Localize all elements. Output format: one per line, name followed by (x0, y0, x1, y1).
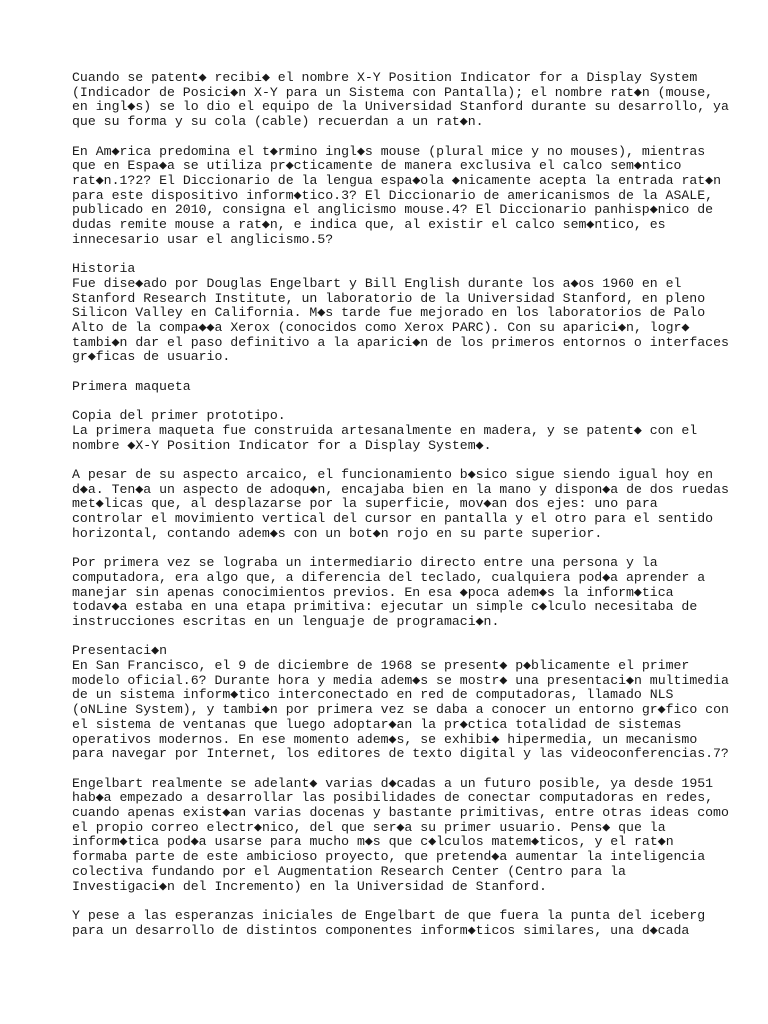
paragraph-history: Historia Fue dise◆ado por Douglas Engelbart y Bill English durante los a◆os 1960 en el Stanford Research Institute, un laboratorio de la Universidad Stanford, en pleno Silicon Valley en California. M◆s tarde fue mejorado en los laboratorios de Palo Alto de la compa◆◆a Xerox (conocidos como Xerox PARC). Con su aparici◆n, logr◆ tambi◆n dar el paso definitivo a la aparici◆n de los primeros entornos o interfaces gr◆ficas de usuario. (72, 261, 729, 365)
document-page (72, 70, 729, 953)
paragraph-intermediary: Por primera vez se lograba un intermediario directo entre una persona y la computadora, era algo que, a diferencia del teclado, cualquiera pod◆a aprender a manejar sin apenas conocimientos previos. En esa ◆poca adem◆s la inform◆tica todav◆a estaba en una etapa primitiva: ejecutar un simple c◆lculo necesitaba de instrucciones escritas en un lenguaje de programaci◆n. (72, 555, 706, 629)
paragraph-iceberg: Y pese a las esperanzas iniciales de Engelbart de que fuera la punta del iceberg para un desarrollo de distintos componentes inform◆ticos similares, una d◆cada (72, 907, 706, 938)
paragraph-engelbart: Engelbart realmente se adelant◆ varias d◆cadas a un futuro posible, ya desde 1951 hab◆a empezado a desarrollar las posibilidades de conectar computadoras en redes, cuando apenas exist◆an varias docenas y bastante primitivas, entre otras ideas como el propio correo electr◆nico, del que ser◆a su primer usuario. Pens◆ que la inform◆tica pod◆a usarse para mucho m◆s que c◆lculos matem◆ticos, y el rat◆n formaba parte de este ambicioso proyecto, que pretend◆a aumentar la inteligencia colectiva fundando por el Augmentation Research Center (Centro para la Investigaci◆n del Incremento) en la Universidad de Stanford. (72, 775, 729, 894)
paragraph-prototype-copy: Copia del primer prototipo. La primera maqueta fue construida artesanalmente en madera, y se patent◆ con el nombre ◆X-Y Position Indicator for a Display System◆. (72, 408, 698, 453)
paragraph-terminology: En Am◆rica predomina el t◆rmino ingl◆s mouse (plural mice y no mouses), mientras que en Espa◆a se utiliza pr◆cticamente de manera exclusiva el calco sem◆ntico rat◆n.1?2? El Diccionario de la lengua espa◆ola ◆nicamente acepta la entrada rat◆n para este dispositivo inform◆tico.3? El Diccionario de americanismos de la ASALE, publicado en 2010, consigna el anglicismo mouse.4? El Diccionario panhisp◆nico de dudas remite mouse a rat◆n, e indica que, al existir el calco sem◆ntico, es innecesario usar el anglicismo.5? (72, 143, 722, 247)
paragraph-presentation: Presentaci◆n En San Francisco, el 9 de diciembre de 1968 se present◆ p◆blicamente el primer modelo oficial.6? Durante hora y media adem◆s se mostr◆ una presentaci◆n multimedia de un sistema inform◆tico interconectado en red de computadoras, llamado NLS (oNLine System), y tambi◆n por primera vez se daba a conocer un entorno gr◆fico con el sistema de ventanas que luego adoptar◆an la pr◆ctica totalidad de sistemas operativos modernos. En ese momento adem◆s, se exhibi◆ hipermedia, un mecanismo para navegar por Internet, los editores de texto digital y las videoconferencias.7? (72, 643, 729, 762)
paragraph-prototype-description: A pesar de su aspecto arcaico, el funcionamiento b◆sico sigue siendo igual hoy en d◆a. Ten◆a un aspecto de adoqu◆n, encajaba bien en la mano y dispon◆a de dos ruedas met◆licas que, al desplazarse por la superficie, mov◆an dos ejes: uno para controlar el movimiento vertical del cursor en pantalla y el otro para el sentido horizontal, contando adem◆s con un bot◆n rojo en su parte superior. (72, 466, 729, 541)
paragraph-naming: Cuando se patent◆ recibi◆ el nombre X-Y Position Indicator for a Display System (Indicador de Posici◆n X-Y para un Sistema con Pantalla); el nombre rat◆n (mouse, en ingl◆s) se lo dio el equipo de la Universidad Stanford durante su desarrollo, ya que su forma y su cola (cable) recuerdan a un rat◆n. (72, 70, 729, 130)
heading-first-prototype: Primera maqueta (72, 378, 191, 394)
